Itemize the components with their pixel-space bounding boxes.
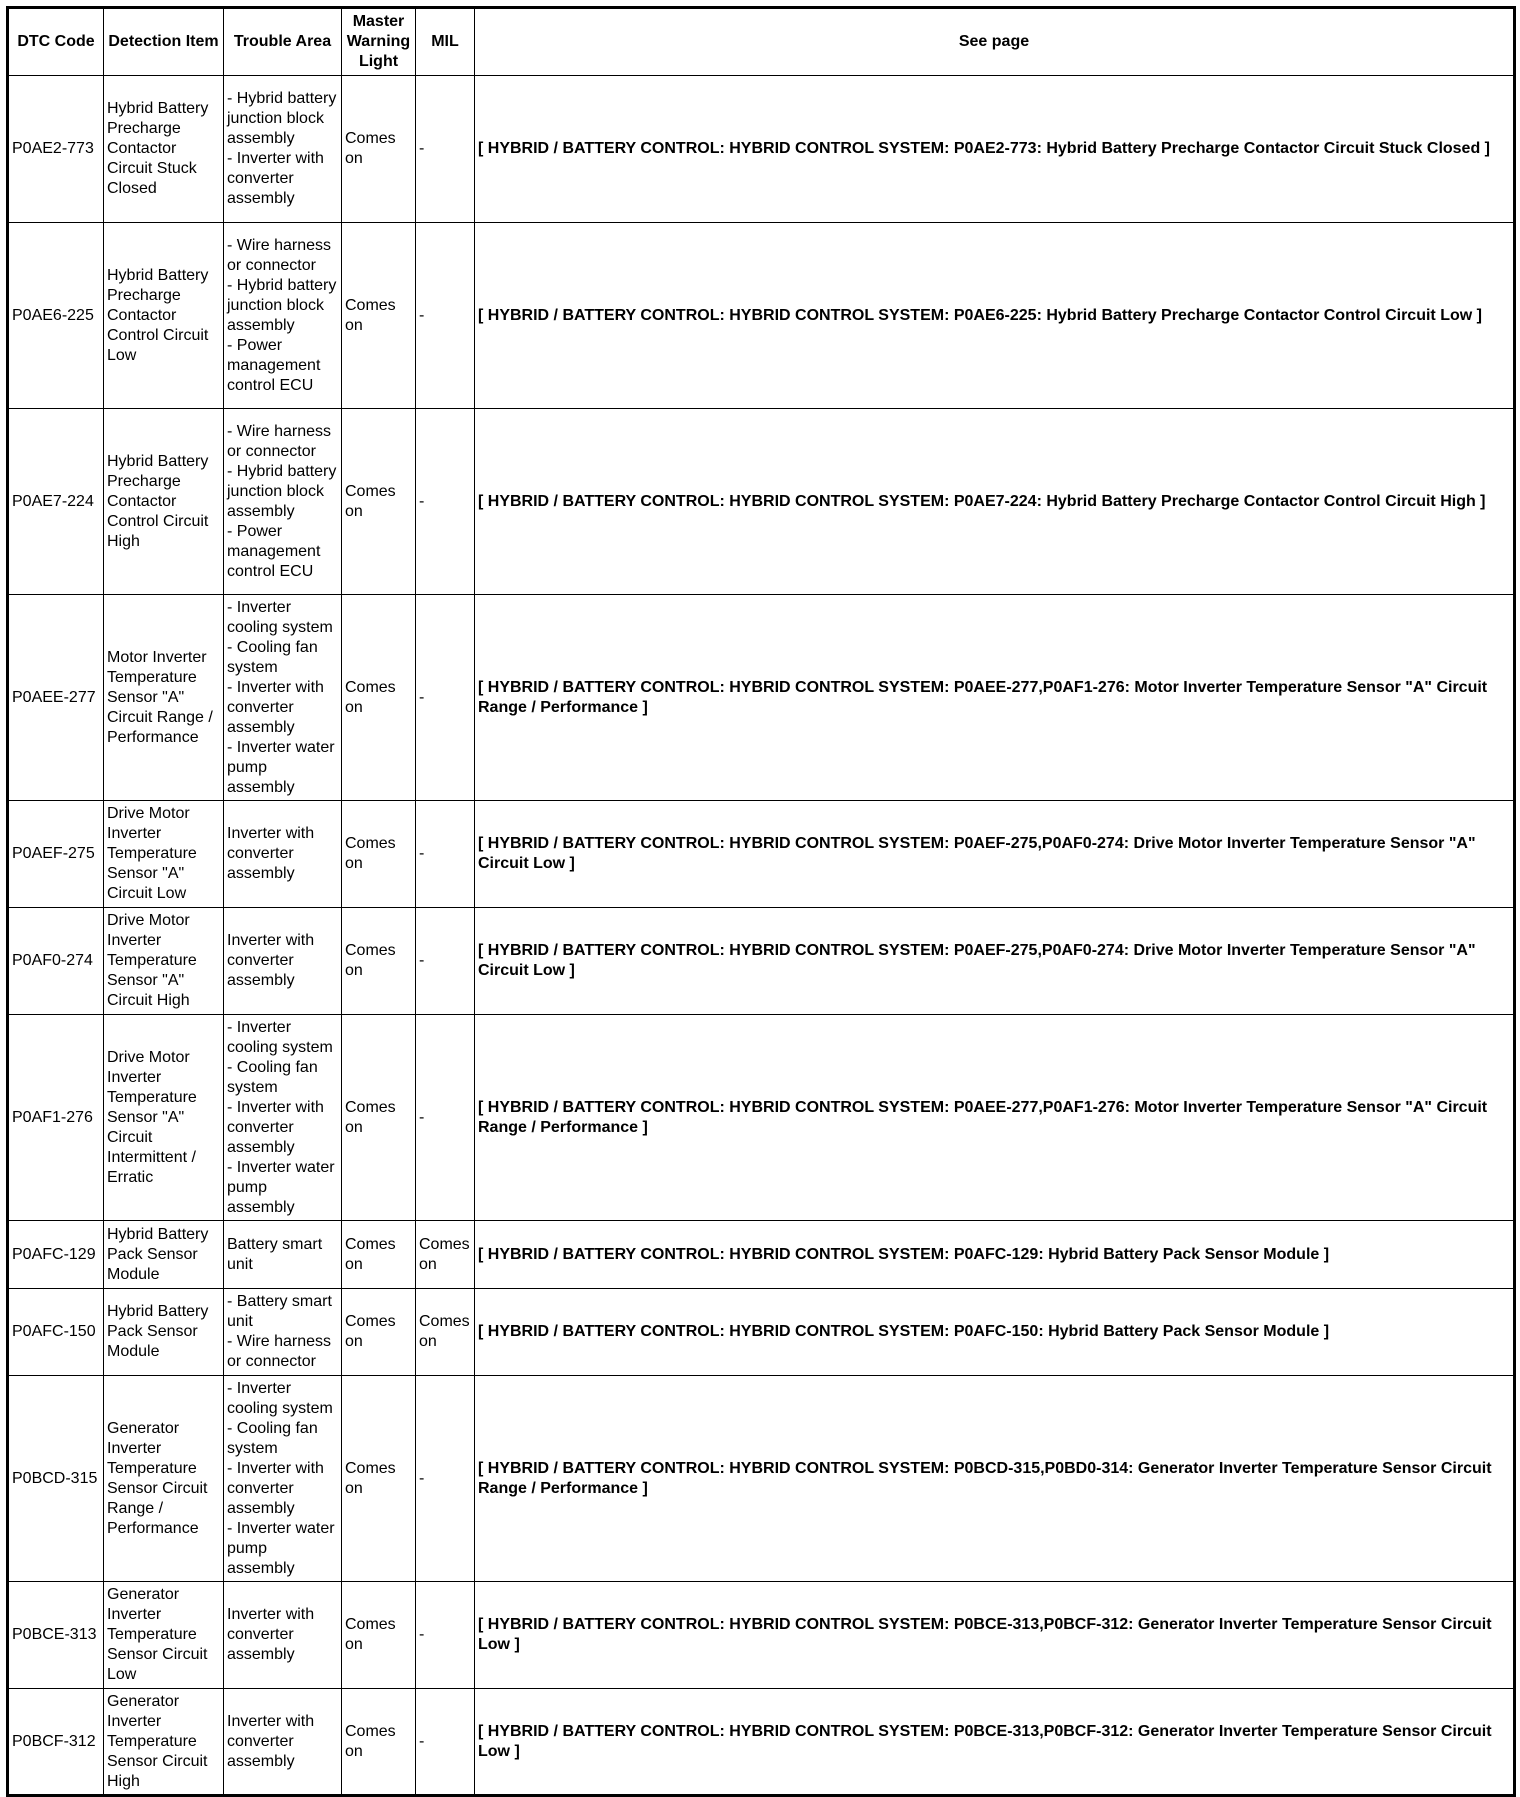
master-warning-light-cell: Comes on <box>342 1289 416 1376</box>
mil-cell: - <box>416 1015 475 1221</box>
dtc-code-cell: P0BCF-312 <box>8 1689 104 1796</box>
see-page-link[interactable]: [ HYBRID / BATTERY CONTROL: HYBRID CONTROL SYSTEM: P0AE2-773: Hybrid Battery Precharge Contactor Circuit Stuck Closed ] <box>475 76 1515 223</box>
table-row <box>8 1221 1515 1289</box>
trouble-area-cell: Inverter with converter assembly <box>224 801 342 908</box>
master-warning-light-cell: Comes on <box>342 801 416 908</box>
dtc-code-cell: P0AE7-224 <box>8 409 104 595</box>
master-warning-light-cell: Comes on <box>342 1689 416 1796</box>
dtc-code-cell: P0AFC-150 <box>8 1289 104 1376</box>
see-page-link[interactable]: [ HYBRID / BATTERY CONTROL: HYBRID CONTROL SYSTEM: P0AEF-275,P0AF0-274: Drive Motor Inverter Temperature Sensor "A" Circuit Low ] <box>475 801 1515 908</box>
trouble-area-cell: Inverter with converter assembly <box>224 1689 342 1796</box>
see-page-link[interactable]: [ HYBRID / BATTERY CONTROL: HYBRID CONTROL SYSTEM: P0AE7-224: Hybrid Battery Precharge Contactor Control Circuit High ] <box>475 409 1515 595</box>
detection-item-cell: Drive Motor Inverter Temperature Sensor "A" Circuit High <box>104 908 224 1015</box>
table-body <box>8 76 1515 1796</box>
trouble-area-cell: Battery smart unit <box>224 1221 342 1289</box>
see-page-link[interactable]: [ HYBRID / BATTERY CONTROL: HYBRID CONTROL SYSTEM: P0AFC-150: Hybrid Battery Pack Sensor Module ] <box>475 1289 1515 1376</box>
dtc-code-cell: P0AE2-773 <box>8 76 104 223</box>
detection-item-cell: Hybrid Battery Precharge Contactor Control Circuit Low <box>104 223 224 409</box>
mil-cell: - <box>416 908 475 1015</box>
trouble-area-cell: - Inverter cooling system - Cooling fan system - Inverter with converter assembly - Inverter water pump assembly <box>224 1376 342 1582</box>
see-page-link[interactable]: [ HYBRID / BATTERY CONTROL: HYBRID CONTROL SYSTEM: P0BCE-313,P0BCF-312: Generator Inverter Temperature Sensor Circuit Low ] <box>475 1582 1515 1689</box>
detection-item-cell: Hybrid Battery Precharge Contactor Circuit Stuck Closed <box>104 76 224 223</box>
detection-item-cell: Generator Inverter Temperature Sensor Circuit Range / Performance <box>104 1376 224 1582</box>
table-header <box>8 8 1515 76</box>
mil-cell: - <box>416 76 475 223</box>
see-page-link[interactable]: [ HYBRID / BATTERY CONTROL: HYBRID CONTROL SYSTEM: P0AEE-277,P0AF1-276: Motor Inverter Temperature Sensor "A" Circuit Range / Performance ] <box>475 1015 1515 1221</box>
dtc-code-cell: P0AEE-277 <box>8 595 104 801</box>
table-row <box>8 908 1515 1015</box>
see-page-link[interactable]: [ HYBRID / BATTERY CONTROL: HYBRID CONTROL SYSTEM: P0AE6-225: Hybrid Battery Precharge Contactor Control Circuit Low ] <box>475 223 1515 409</box>
trouble-area-cell: - Inverter cooling system - Cooling fan system - Inverter with converter assembly - Inverter water pump assembly <box>224 595 342 801</box>
trouble-area-cell: - Battery smart unit - Wire harness or connector <box>224 1289 342 1376</box>
master-warning-light-cell: Comes on <box>342 595 416 801</box>
dtc-code-cell: P0AEF-275 <box>8 801 104 908</box>
dtc-code-cell: P0AF1-276 <box>8 1015 104 1221</box>
header-mil: MIL <box>416 8 475 76</box>
master-warning-light-cell: Comes on <box>342 1376 416 1582</box>
detection-item-cell: Generator Inverter Temperature Sensor Circuit Low <box>104 1582 224 1689</box>
dtc-code-cell: P0BCE-313 <box>8 1582 104 1689</box>
trouble-area-cell: - Inverter cooling system - Cooling fan system - Inverter with converter assembly - Inverter water pump assembly <box>224 1015 342 1221</box>
dtc-code-cell: P0AFC-129 <box>8 1221 104 1289</box>
master-warning-light-cell: Comes on <box>342 223 416 409</box>
mil-cell: Comes on <box>416 1289 475 1376</box>
dtc-code-cell: P0AE6-225 <box>8 223 104 409</box>
header-master-warning-light: Master Warning Light <box>342 8 416 76</box>
master-warning-light-cell: Comes on <box>342 409 416 595</box>
detection-item-cell: Hybrid Battery Pack Sensor Module <box>104 1221 224 1289</box>
header-row <box>8 8 1515 76</box>
master-warning-light-cell: Comes on <box>342 908 416 1015</box>
dtc-code-cell: P0AF0-274 <box>8 908 104 1015</box>
detection-item-cell: Hybrid Battery Pack Sensor Module <box>104 1289 224 1376</box>
dtc-code-cell: P0BCD-315 <box>8 1376 104 1582</box>
table-row <box>8 223 1515 409</box>
header-see-page: See page <box>475 8 1515 76</box>
dtc-table <box>6 6 1516 1797</box>
table-row <box>8 1289 1515 1376</box>
table-row <box>8 1582 1515 1689</box>
master-warning-light-cell: Comes on <box>342 1582 416 1689</box>
mil-cell: - <box>416 595 475 801</box>
trouble-area-cell: - Wire harness or connector - Hybrid battery junction block assembly - Power management control ECU <box>224 409 342 595</box>
detection-item-cell: Motor Inverter Temperature Sensor "A" Circuit Range / Performance <box>104 595 224 801</box>
trouble-area-cell: Inverter with converter assembly <box>224 1582 342 1689</box>
master-warning-light-cell: Comes on <box>342 1015 416 1221</box>
mil-cell: - <box>416 409 475 595</box>
table-row <box>8 595 1515 801</box>
trouble-area-cell: Inverter with converter assembly <box>224 908 342 1015</box>
mil-cell: - <box>416 1689 475 1796</box>
header-dtc-code: DTC Code <box>8 8 104 76</box>
detection-item-cell: Generator Inverter Temperature Sensor Circuit High <box>104 1689 224 1796</box>
detection-item-cell: Drive Motor Inverter Temperature Sensor "A" Circuit Low <box>104 801 224 908</box>
trouble-area-cell: - Hybrid battery junction block assembly - Inverter with converter assembly <box>224 76 342 223</box>
mil-cell: - <box>416 1582 475 1689</box>
table-row <box>8 1015 1515 1221</box>
master-warning-light-cell: Comes on <box>342 1221 416 1289</box>
mil-cell: - <box>416 801 475 908</box>
table-row <box>8 409 1515 595</box>
table-row <box>8 1376 1515 1582</box>
mil-cell: - <box>416 1376 475 1582</box>
see-page-link[interactable]: [ HYBRID / BATTERY CONTROL: HYBRID CONTROL SYSTEM: P0AEE-277,P0AF1-276: Motor Inverter Temperature Sensor "A" Circuit Range / Performance ] <box>475 595 1515 801</box>
mil-cell: Comes on <box>416 1221 475 1289</box>
table-row <box>8 76 1515 223</box>
table-row <box>8 801 1515 908</box>
master-warning-light-cell: Comes on <box>342 76 416 223</box>
see-page-link[interactable]: [ HYBRID / BATTERY CONTROL: HYBRID CONTROL SYSTEM: P0BCD-315,P0BD0-314: Generator Inverter Temperature Sensor Circuit Range / Performance ] <box>475 1376 1515 1582</box>
see-page-link[interactable]: [ HYBRID / BATTERY CONTROL: HYBRID CONTROL SYSTEM: P0AEF-275,P0AF0-274: Drive Motor Inverter Temperature Sensor "A" Circuit Low ] <box>475 908 1515 1015</box>
detection-item-cell: Hybrid Battery Precharge Contactor Control Circuit High <box>104 409 224 595</box>
see-page-link[interactable]: [ HYBRID / BATTERY CONTROL: HYBRID CONTROL SYSTEM: P0BCE-313,P0BCF-312: Generator Inverter Temperature Sensor Circuit Low ] <box>475 1689 1515 1796</box>
table-row <box>8 1689 1515 1796</box>
detection-item-cell: Drive Motor Inverter Temperature Sensor "A" Circuit Intermittent / Erratic <box>104 1015 224 1221</box>
mil-cell: - <box>416 223 475 409</box>
see-page-link[interactable]: [ HYBRID / BATTERY CONTROL: HYBRID CONTROL SYSTEM: P0AFC-129: Hybrid Battery Pack Sensor Module ] <box>475 1221 1515 1289</box>
trouble-area-cell: - Wire harness or connector - Hybrid battery junction block assembly - Power management control ECU <box>224 223 342 409</box>
header-trouble-area: Trouble Area <box>224 8 342 76</box>
header-detection-item: Detection Item <box>104 8 224 76</box>
